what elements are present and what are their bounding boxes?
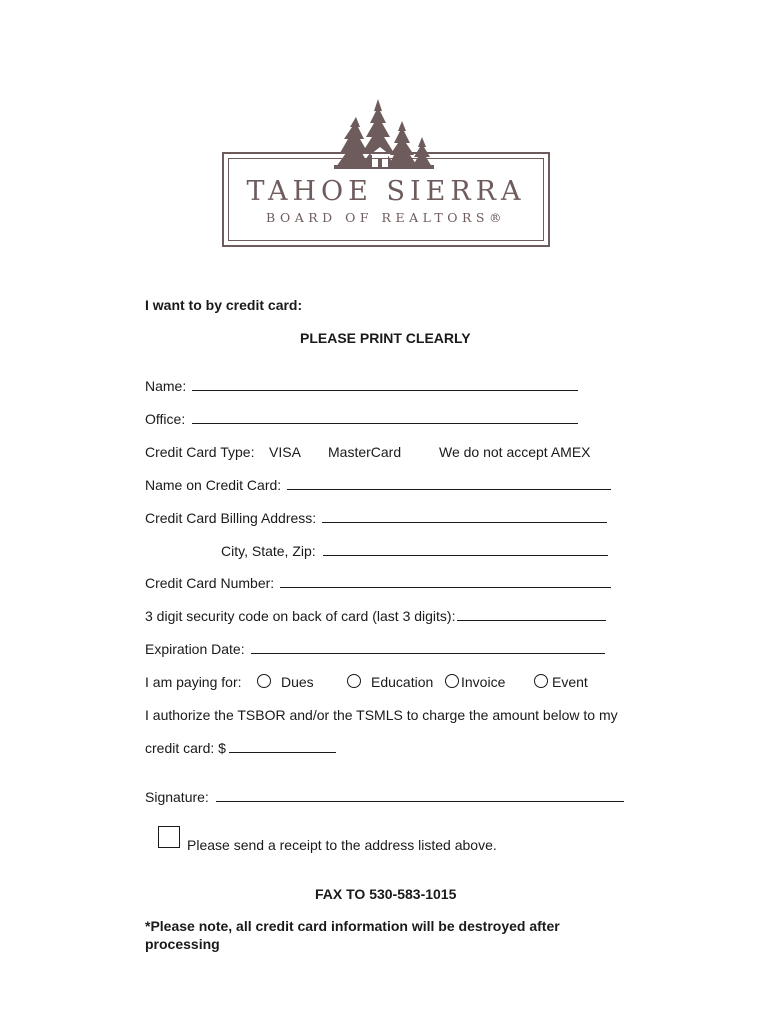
education-radio[interactable] [347, 674, 361, 688]
billing-address-line[interactable] [322, 522, 607, 523]
city-state-zip-line[interactable] [323, 555, 608, 556]
destroy-note: *Please note, all credit card information will be destroyed after processing [145, 918, 560, 952]
invoice-option-label: Invoice [461, 674, 506, 690]
name-field-line[interactable] [192, 390, 578, 391]
credit-card-amount-label: credit card: $ [145, 740, 226, 756]
print-clearly-heading: PLEASE PRINT CLEARLY [300, 330, 471, 346]
receipt-label: Please send a receipt to the address listed above. [187, 837, 497, 853]
card-number-label: Credit Card Number: [145, 575, 275, 591]
security-code-label: 3 digit security code on back of card (last 3 digits): [145, 608, 456, 624]
card-type-mastercard[interactable]: MasterCard [328, 444, 402, 460]
name-on-card-line[interactable] [287, 489, 611, 490]
expiration-line[interactable] [251, 653, 605, 654]
signature-line[interactable] [216, 801, 624, 802]
receipt-checkbox[interactable] [158, 826, 180, 848]
billing-address-label: Credit Card Billing Address: [145, 510, 317, 526]
logo-subtitle: BOARD OF REALTORS® [266, 210, 506, 225]
office-label: Office: [145, 411, 186, 427]
card-type-label: Credit Card Type: [145, 444, 255, 460]
invoice-radio[interactable] [445, 674, 459, 688]
card-type-visa[interactable]: VISA [269, 444, 301, 460]
dues-option-label: Dues [281, 674, 314, 690]
amex-note: We do not accept AMEX [439, 444, 591, 460]
paying-for-label: I am paying for: [145, 674, 242, 690]
name-label: Name: [145, 378, 187, 394]
expiration-label: Expiration Date: [145, 641, 245, 657]
signature-label: Signature: [145, 789, 209, 805]
security-code-line[interactable] [457, 620, 606, 621]
authorize-text: I authorize the TSBOR and/or the TSMLS to charge the amount below to my [145, 707, 618, 723]
dues-radio[interactable] [257, 674, 271, 688]
intro-text: I want to by credit card: [145, 297, 303, 313]
card-number-line[interactable] [280, 587, 611, 588]
education-option-label: Education [371, 674, 434, 690]
tahoe-sierra-logo [222, 97, 550, 249]
amount-field-line[interactable] [229, 752, 336, 753]
event-option-label: Event [552, 674, 588, 690]
fax-number: FAX TO 530-583-1015 [315, 886, 457, 902]
city-state-zip-label: City, State, Zip: [221, 543, 316, 559]
name-on-card-label: Name on Credit Card: [145, 477, 282, 493]
office-field-line[interactable] [192, 423, 578, 424]
logo-title: TAHOE SIERRA [246, 176, 526, 207]
event-radio[interactable] [534, 674, 548, 688]
